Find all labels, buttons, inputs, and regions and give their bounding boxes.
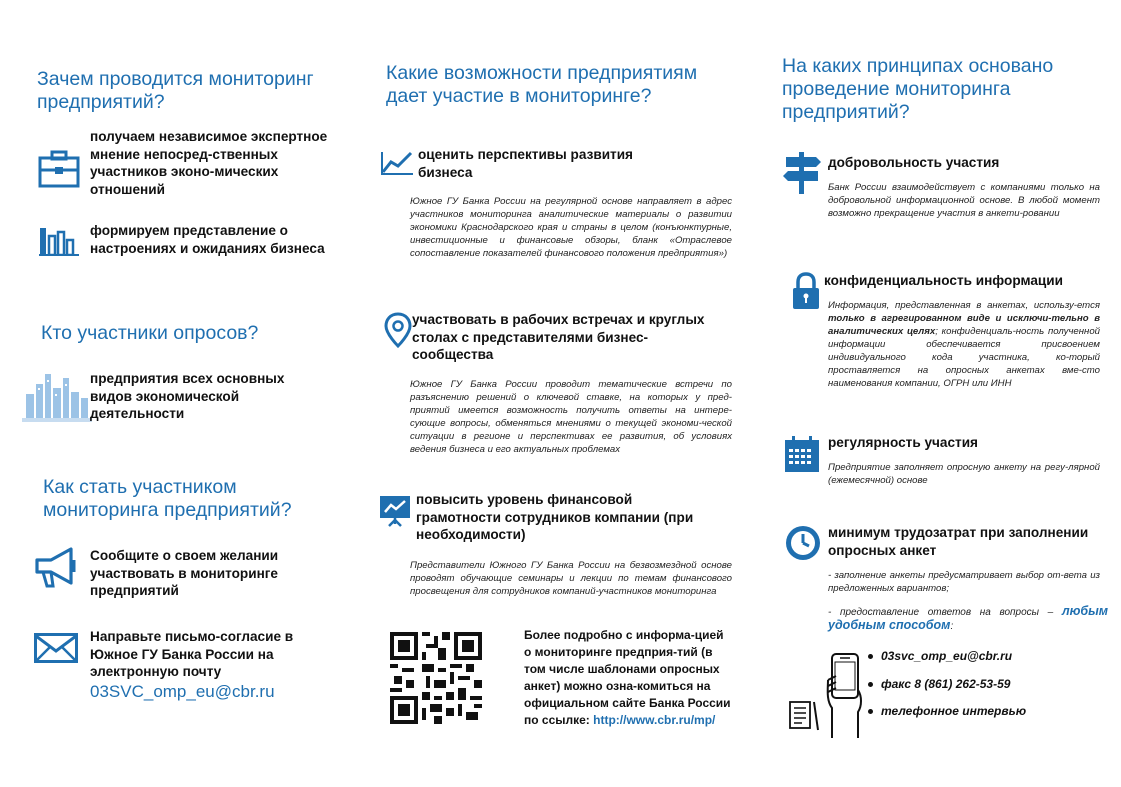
signpost-icon <box>782 150 822 196</box>
how-item-letter: Направьте письмо-согласие в Южное ГУ Банка России на электронную почту <box>90 629 294 679</box>
cbr-website-link[interactable]: http://www.cbr.ru/mp/ <box>593 713 716 727</box>
trend-chart-icon <box>380 150 414 176</box>
principle-1-title: добровольность участия <box>828 155 1000 170</box>
email-link[interactable]: 03SVC_omp_eu@cbr.ru <box>90 682 275 701</box>
opportunity-3-text: Представители Южного ГУ Банка России на безвозмездной основе проводят обучающие семинары и лекции по темам финансового просвещения для сотрудников компаний-участников мониторинга <box>410 560 732 597</box>
principle-4-text-2a: - предоставление ответов на вопросы – <box>828 607 1054 618</box>
contact-fax-text: факс 8 (861) 262-53-59 <box>881 677 1011 691</box>
bullet-icon <box>868 682 873 687</box>
how-heading: Как стать участником мониторинга предприятий? <box>43 476 292 521</box>
principle-2-title: конфиденциальность информации <box>824 273 1063 288</box>
contact-email[interactable] <box>868 649 1012 663</box>
hand-phone-icon <box>788 650 868 742</box>
more-info-text <box>524 627 734 729</box>
principle-2-text-a: Информация, представленная в анкетах, использу-ется <box>828 300 1100 311</box>
megaphone-icon <box>33 546 79 590</box>
principle-4-highlight: любым удобным способом <box>828 604 1108 632</box>
calendar-icon <box>784 436 820 474</box>
opportunities-heading: Какие возможности предприятиям дает участие в мониторинге? <box>386 62 698 107</box>
briefcase-icon <box>38 150 80 190</box>
contact-email-text: 03svc_omp_eu@cbr.ru <box>881 649 1013 663</box>
principle-3-title: регулярность участия <box>828 435 978 450</box>
why-heading: Зачем проводится мониторинг предприятий? <box>37 68 314 113</box>
principle-4-colon: : <box>950 621 954 632</box>
contact-phone-interview <box>868 704 1026 718</box>
contact-phone-text: телефонное интервью <box>881 704 1027 718</box>
presentation-board-icon <box>378 494 412 528</box>
principle-1-text: Банк России взаимодействует с компаниями только на добровольной информационной основе. В любой момент возможно прекращение участия в анкети-ровании <box>828 182 1100 219</box>
opportunity-1-text: Южное ГУ Банка России на регулярной основе направляет в адрес участников мониторинга аналитические материалы о развитии экономики Краснодарского края и страны в целом (конъюнктурные, инвестиционные и финансовые обзоры, бланк «Отраслевое сопоставление показателей финансового положения предприятия») <box>410 196 732 259</box>
who-item: предприятия всех основных видов экономической деятельности <box>90 371 285 421</box>
principle-4-title: минимум трудозатрат при заполнении опросных анкет <box>828 525 1089 558</box>
opportunity-3-title: повысить уровень финансовой грамотности сотрудников компании (при необходимости) <box>416 492 694 542</box>
column-right <box>778 0 1108 787</box>
bar-chart-icon <box>39 224 79 256</box>
why-item-expectations: формируем представление о настроениях и ожиданиях бизнеса <box>90 223 325 256</box>
bullet-icon <box>868 654 873 659</box>
why-item-expert-opinion: получаем независимое экспертное мнение непосред-ственных участников эконо-мических отношений <box>90 129 328 197</box>
principle-2-text-c: ; конфиденциаль-ность полученной информации обеспечивается присвоением индивидуального кода участника, ко-торый проставляется на опросных анкетах вме-сто наименования компании, ОГРН или ИНН <box>828 326 1100 389</box>
principle-2-text <box>828 299 1100 390</box>
principle-2-text-bold: только в агрегированном виде и исключи-тельно в аналитических целях <box>828 313 1100 337</box>
contact-fax <box>868 677 1010 691</box>
qr-code-icon[interactable] <box>390 632 482 724</box>
city-skyline-icon <box>22 364 92 424</box>
principle-4-text-2 <box>828 605 1108 633</box>
how-item-wish: Сообщите о своем желании участвовать в мониторинге предприятий <box>90 548 279 598</box>
principle-4-text-1: - заполнение анкеты предусматривает выбор от-вета из предложенных вариантов; <box>828 570 1100 594</box>
bullet-icon <box>868 709 873 714</box>
principles-heading: На каких принципах основано проведение мониторинга предприятий? <box>782 55 1054 123</box>
principle-3-text: Предприятие заполняет опросную анкету на регу-лярной (ежемесячной) основе <box>828 462 1100 486</box>
location-pin-icon <box>384 312 412 348</box>
padlock-icon <box>792 272 820 310</box>
opportunity-1-title: оценить перспективы развития бизнеса <box>418 147 633 180</box>
opportunity-2-text: Южное ГУ Банка России проводит тематические встречи по разъяснению решений о ключевой ставке, на которых у пред-приятий имеется возможность получить ответы на интере-сующие вопросы, обменяться мнениями о текущей экономи-ческой ситуации в регионе и перспективах ее развития, об условиях ведения бизнеса и его актуальных проблемах <box>410 379 732 455</box>
more-info-body: Более подробно с информа-цией о мониторинге предприя-тий (в том числе шаблонами опросных анкет) можно озна-комиться на официальном сайте Банка России по ссылке: <box>524 628 731 727</box>
column-middle <box>378 0 738 787</box>
clock-icon <box>784 524 822 562</box>
who-heading: Кто участники опросов? <box>41 322 259 344</box>
envelope-icon <box>34 633 78 663</box>
column-left <box>22 0 357 787</box>
opportunity-2-title: участвовать в рабочих встречах и круглых столах с представителями бизнес-сообщества <box>412 312 705 362</box>
